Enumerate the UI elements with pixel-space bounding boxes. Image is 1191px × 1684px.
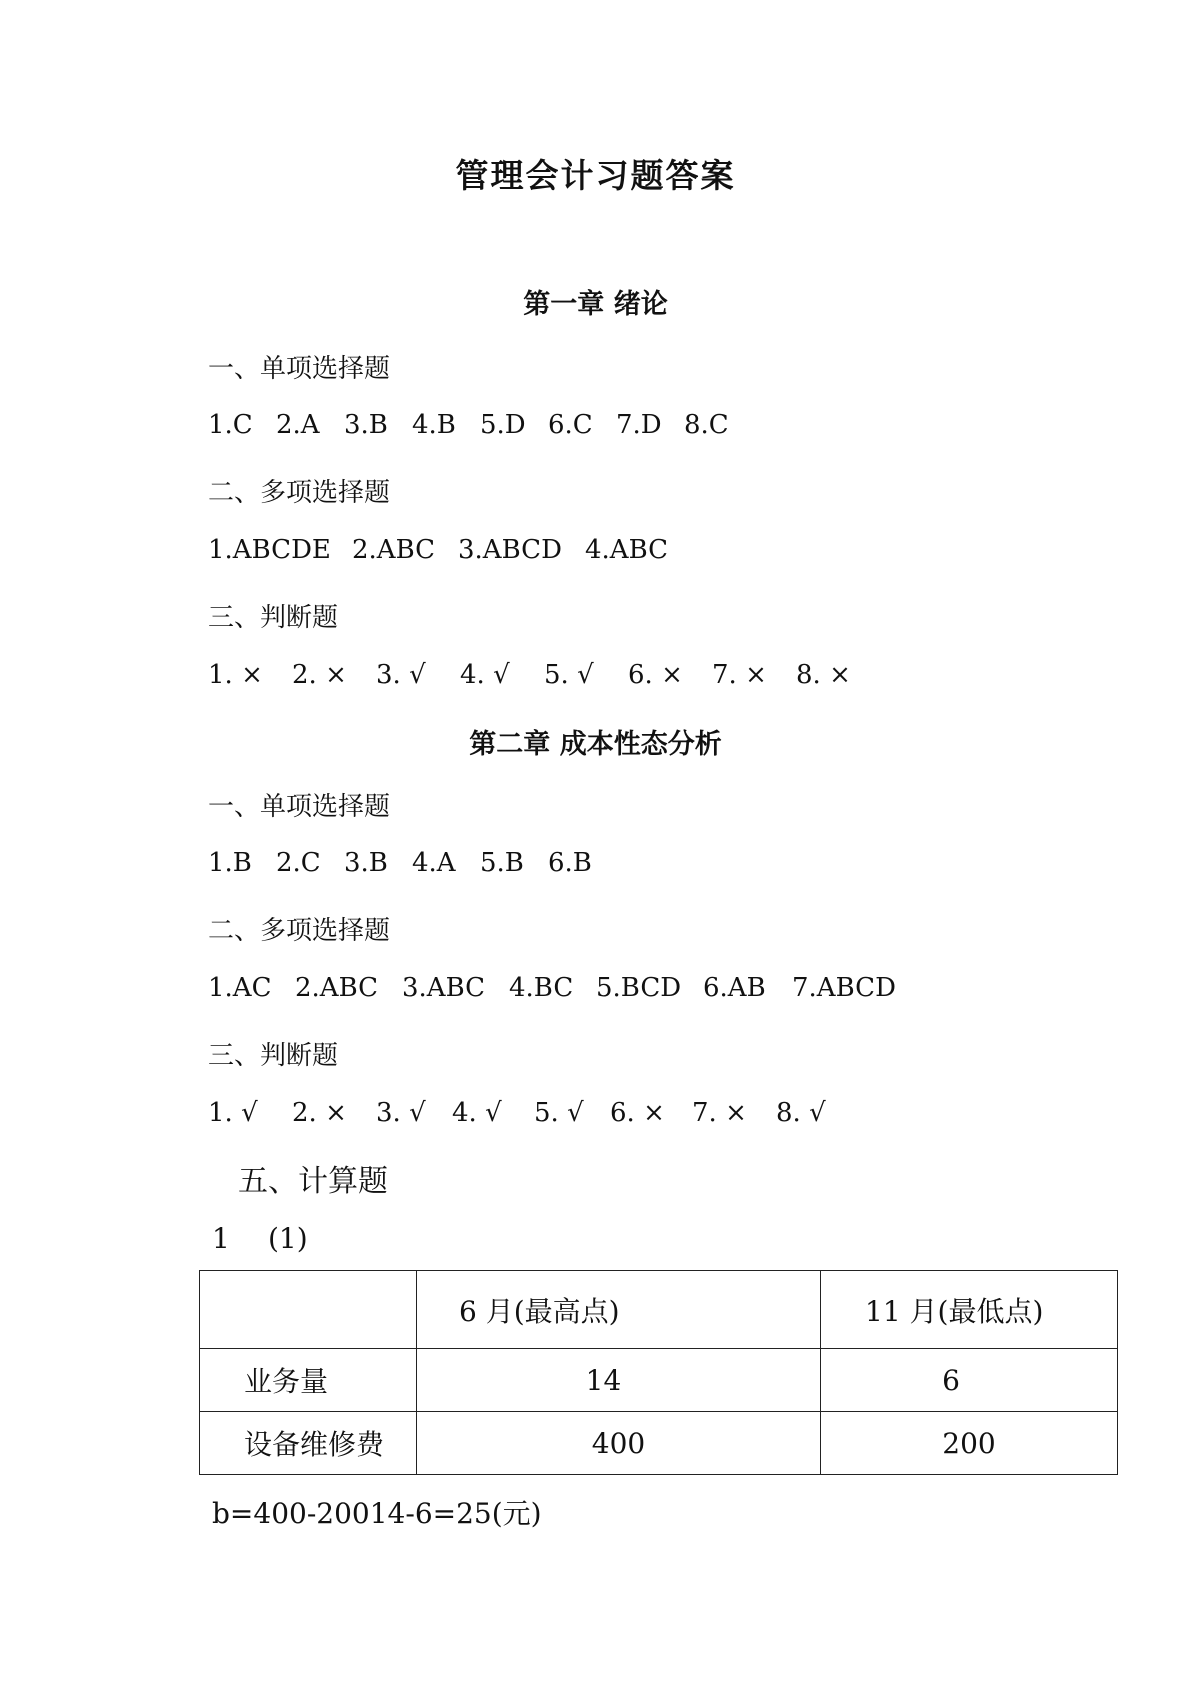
answer-item: 8.C — [684, 410, 729, 440]
answer-item: 1.C — [208, 410, 253, 440]
table-header-row — [200, 1271, 1118, 1349]
ch1-single-choice-label: 一、单项选择题 — [208, 354, 391, 384]
calc-number: 1 — [212, 1222, 230, 1255]
answer-item: 6.AB — [703, 973, 766, 1003]
chapter-2-heading: 第二章 成本性态分析 — [469, 729, 722, 760]
answer-item: 4.A — [412, 848, 456, 878]
answer-item: 2.ABC — [352, 535, 436, 565]
answer-item: 2.C — [276, 848, 321, 878]
answer-item: 7.D — [616, 410, 662, 440]
answer-item: 5.D — [480, 410, 526, 440]
answer-item: 6.C — [548, 410, 593, 440]
answer-item: 2.A — [276, 410, 320, 440]
answer-item: 7. × — [692, 1098, 747, 1128]
ch2-single-choice-label: 一、单项选择题 — [208, 792, 391, 822]
answer-item: 3. √ — [376, 660, 426, 690]
table-row-label: 业务量 — [200, 1349, 417, 1412]
table-header-cell: 11 月(最低点) — [821, 1271, 1118, 1349]
answer-item: 5. √ — [534, 1098, 584, 1128]
ch2-judgment-label: 三、判断题 — [208, 1041, 339, 1071]
ch2-multi-choice-label: 二、多项选择题 — [208, 916, 391, 946]
answer-item: 6.B — [548, 848, 592, 878]
table-cell: 400 — [417, 1412, 821, 1475]
answer-item: 7.ABCD — [792, 973, 896, 1003]
answer-item: 5.B — [480, 848, 524, 878]
answer-item: 5. √ — [544, 660, 594, 690]
answer-item: 2. × — [292, 660, 347, 690]
answer-item: 1.B — [208, 848, 252, 878]
answer-item: 5.BCD — [596, 973, 682, 1003]
ch2-multi-choice-answers — [208, 973, 902, 1003]
answer-item: 3.ABC — [402, 973, 486, 1003]
answer-item: 1.ABCDE — [208, 535, 331, 565]
table-cell: 6 — [821, 1349, 1118, 1412]
answer-item: 4.ABC — [585, 535, 669, 565]
high-low-table — [199, 1270, 1118, 1475]
calc-problem-number — [212, 1222, 308, 1255]
answer-item: 7. × — [712, 660, 767, 690]
table-cell: 200 — [821, 1412, 1118, 1475]
ch1-multi-choice-label: 二、多项选择题 — [208, 478, 391, 508]
table-cell: 14 — [417, 1349, 821, 1412]
answer-item: 3.ABCD — [458, 535, 562, 565]
table-row-label: 设备维修费 — [200, 1412, 417, 1475]
ch2-single-choice-answers — [208, 848, 616, 878]
chapter-1-heading: 第一章 绪论 — [523, 289, 668, 320]
answer-item: 1. × — [208, 660, 263, 690]
ch2-judgment-answers — [208, 1098, 856, 1128]
table-row — [200, 1349, 1118, 1412]
answer-item: 3.B — [344, 848, 388, 878]
answer-item: 4. √ — [452, 1098, 502, 1128]
answer-item: 8. × — [796, 660, 851, 690]
calc-subpart: (1) — [268, 1222, 308, 1255]
answer-item: 4. √ — [460, 660, 510, 690]
ch1-judgment-answers — [208, 660, 880, 690]
ch2-calc-label: 五、计算题 — [238, 1164, 388, 1199]
ch1-multi-choice-answers — [208, 535, 695, 565]
answer-item: 6. × — [628, 660, 683, 690]
ch1-judgment-label: 三、判断题 — [208, 603, 339, 633]
table-row — [200, 1412, 1118, 1475]
answer-item: 1. √ — [208, 1098, 258, 1128]
table-header-cell: 6 月(最高点) — [417, 1271, 821, 1349]
answer-item: 4.B — [412, 410, 456, 440]
answer-item: 3.B — [344, 410, 388, 440]
page-title: 管理会计习题答案 — [455, 156, 736, 195]
calc-formula: b=400-20014-6=25(元) — [212, 1497, 542, 1530]
ch1-single-choice-answers — [208, 410, 752, 440]
table-header-cell — [200, 1271, 417, 1349]
answer-item: 8. √ — [776, 1098, 826, 1128]
answer-item: 1.AC — [208, 973, 272, 1003]
answer-item: 2.ABC — [295, 973, 379, 1003]
answer-item: 2. × — [292, 1098, 347, 1128]
answer-item: 6. × — [610, 1098, 665, 1128]
answer-item: 4.BC — [509, 973, 574, 1003]
answer-item: 3. √ — [376, 1098, 426, 1128]
